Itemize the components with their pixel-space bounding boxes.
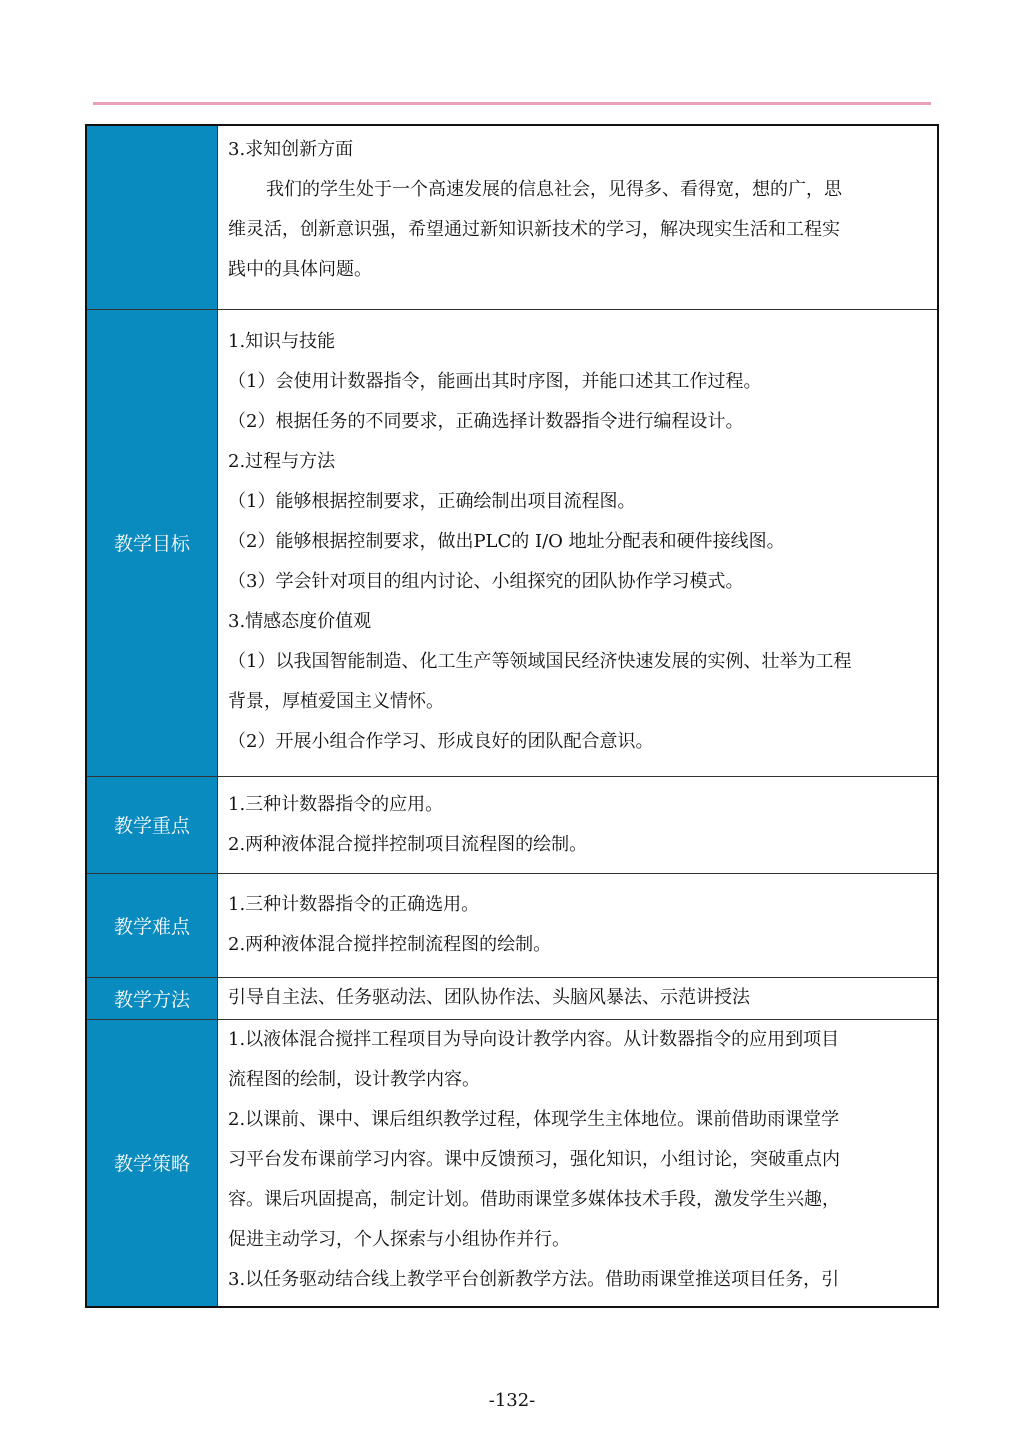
row-label-difficulties: 教学难点	[86, 873, 218, 977]
header-rule	[93, 102, 931, 105]
goals-line-10: 背景，厚植爱国主义情怀。	[228, 690, 444, 712]
row-content-methods	[218, 977, 939, 1019]
goals-line-1: 1.知识与技能	[228, 330, 336, 352]
goals-line-3: （2）根据任务的不同要求，正确选择计数器指令进行编程设计。	[228, 410, 744, 432]
row-strategy	[86, 1019, 938, 1307]
methods-text: 引导自主法、任务驱动法、团队协作法、头脑风暴法、示范讲授法	[228, 987, 750, 1008]
key-points-line-1: 1.三种计数器指令的应用。	[228, 793, 444, 815]
row-content-intro	[218, 125, 939, 309]
row-content-key-points	[218, 776, 939, 873]
row-label-strategy: 教学策略	[86, 1019, 218, 1307]
row-content-difficulties	[218, 873, 939, 977]
strategy-line-5: 容。课后巩固提高，制定计划。借助雨课堂多媒体技术手段，激发学生兴趣，	[228, 1188, 840, 1210]
row-label-goals: 教学目标	[86, 309, 218, 776]
goals-line-11: （2）开展小组合作学习、形成良好的团队配合意识。	[228, 730, 654, 752]
page-number: -132-	[488, 1390, 536, 1411]
row-intro	[86, 125, 938, 309]
row-label-key-points: 教学重点	[86, 776, 218, 873]
goals-line-9: （1）以我国智能制造、化工生产等领域国民经济快速发展的实例、壮举为工程	[228, 650, 852, 672]
row-content-strategy	[218, 1019, 939, 1307]
row-key-points	[86, 776, 938, 873]
goals-line-5: （1）能够根据控制要求，正确绘制出项目流程图。	[228, 490, 636, 512]
intro-line-3: 践中的具体问题。	[228, 259, 372, 280]
difficulties-line-2: 2.两种液体混合搅拌控制流程图的绘制。	[228, 933, 552, 955]
row-difficulties	[86, 873, 938, 977]
row-label-methods: 教学方法	[86, 977, 218, 1019]
goals-line-8: 3.情感态度价值观	[228, 610, 372, 632]
intro-heading: 3.求知创新方面	[228, 139, 354, 160]
strategy-line-1: 1.以液体混合搅拌工程项目为导向设计教学内容。从计数器指令的应用到项目	[228, 1028, 840, 1050]
goals-line-7: （3）学会针对项目的组内讨论、小组探究的团队协作学习模式。	[228, 570, 744, 592]
strategy-line-2: 流程图的绘制，设计教学内容。	[228, 1068, 480, 1090]
lesson-plan-table	[85, 124, 939, 1308]
key-points-line-2: 2.两种液体混合搅拌控制项目流程图的绘制。	[228, 833, 588, 855]
intro-line-1: 我们的学生处于一个高速发展的信息社会，见得多、看得宽，想的广，思	[266, 179, 842, 200]
intro-line-2: 维灵活，创新意识强，希望通过新知识新技术的学习，解决现实生活和工程实	[228, 219, 840, 240]
row-label-intro	[86, 125, 218, 309]
strategy-line-3: 2.以课前、课中、课后组织教学过程，体现学生主体地位。课前借助雨课堂学	[228, 1108, 840, 1130]
difficulties-line-1: 1.三种计数器指令的正确选用。	[228, 893, 480, 915]
row-content-goals	[218, 309, 939, 776]
strategy-line-7: 3.以任务驱动结合线上教学平台创新教学方法。借助雨课堂推送项目任务，引	[228, 1268, 840, 1290]
strategy-line-4: 习平台发布课前学习内容。课中反馈预习，强化知识，小组讨论，突破重点内	[228, 1148, 840, 1170]
row-methods	[86, 977, 938, 1019]
row-goals	[86, 309, 938, 776]
strategy-line-6: 促进主动学习，个人探索与小组协作并行。	[228, 1228, 570, 1250]
goals-line-4: 2.过程与方法	[228, 450, 336, 472]
goals-line-2: （1）会使用计数器指令，能画出其时序图，并能口述其工作过程。	[228, 370, 762, 392]
goals-line-6: （2）能够根据控制要求，做出PLC的 I/O 地址分配表和硬件接线图。	[228, 530, 785, 552]
